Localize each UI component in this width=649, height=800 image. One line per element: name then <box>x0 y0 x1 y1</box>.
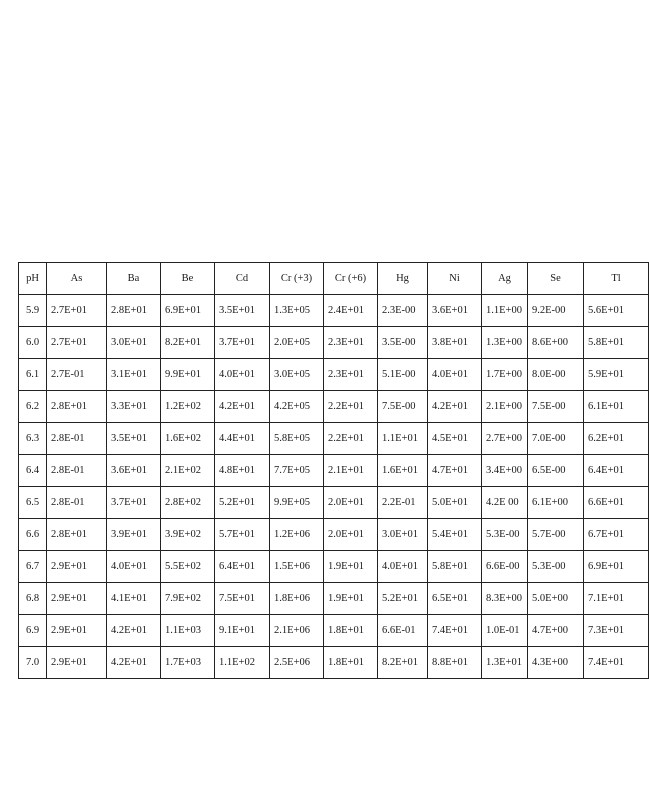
column-header: As <box>47 263 107 295</box>
ph-cell: 6.9 <box>19 615 47 647</box>
table-cell: 2.2E+01 <box>324 423 378 455</box>
table-cell: 1.7E+03 <box>161 647 215 679</box>
table-cell: 2.8E+01 <box>47 519 107 551</box>
table-cell: 5.3E-00 <box>528 551 584 583</box>
table-cell: 3.6E+01 <box>107 455 161 487</box>
table-cell: 4.0E+01 <box>215 359 270 391</box>
table-cell: 2.1E+00 <box>482 391 528 423</box>
table-row <box>19 519 649 551</box>
table-cell: 6.9E+01 <box>584 551 649 583</box>
table-cell: 4.7E+00 <box>528 615 584 647</box>
table-cell: 1.3E+01 <box>482 647 528 679</box>
table-cell: 9.9E+05 <box>270 487 324 519</box>
table-cell: 2.1E+02 <box>161 455 215 487</box>
table-cell: 4.2E+05 <box>270 391 324 423</box>
table-cell: 2.8E+02 <box>161 487 215 519</box>
table-cell: 8.6E+00 <box>528 327 584 359</box>
ph-cell: 6.8 <box>19 583 47 615</box>
table-row <box>19 423 649 455</box>
table-cell: 7.4E+01 <box>428 615 482 647</box>
ph-cell: 6.3 <box>19 423 47 455</box>
table-cell: 2.1E+06 <box>270 615 324 647</box>
table-cell: 8.3E+00 <box>482 583 528 615</box>
table-cell: 4.1E+01 <box>107 583 161 615</box>
ph-cell: 5.9 <box>19 295 47 327</box>
table-cell: 4.0E+01 <box>107 551 161 583</box>
table-cell: 1.6E+02 <box>161 423 215 455</box>
column-header: Tl <box>584 263 649 295</box>
table-cell: 6.2E+01 <box>584 423 649 455</box>
table-cell: 4.2E+01 <box>107 647 161 679</box>
table-cell: 2.3E+01 <box>324 359 378 391</box>
table-cell: 5.9E+01 <box>584 359 649 391</box>
table-cell: 1.1E+00 <box>482 295 528 327</box>
table-cell: 1.8E+01 <box>324 615 378 647</box>
table-cell: 2.1E+01 <box>324 455 378 487</box>
table-cell: 3.0E+01 <box>107 327 161 359</box>
table-row <box>19 615 649 647</box>
table-cell: 5.3E-00 <box>482 519 528 551</box>
table-cell: 4.0E+01 <box>378 551 428 583</box>
table-cell: 5.2E+01 <box>215 487 270 519</box>
table-cell: 2.9E+01 <box>47 647 107 679</box>
table-cell: 7.5E-00 <box>528 391 584 423</box>
column-header: Cr (+6) <box>324 263 378 295</box>
table-cell: 5.7E-00 <box>528 519 584 551</box>
table-cell: 6.7E+01 <box>584 519 649 551</box>
column-header: Cd <box>215 263 270 295</box>
table-cell: 8.2E+01 <box>378 647 428 679</box>
table-cell: 3.3E+01 <box>107 391 161 423</box>
column-header: Ni <box>428 263 482 295</box>
table-cell: 2.7E+01 <box>47 295 107 327</box>
column-header: Ag <box>482 263 528 295</box>
table-cell: 9.1E+01 <box>215 615 270 647</box>
table-cell: 6.6E-00 <box>482 551 528 583</box>
table-cell: 2.3E+01 <box>324 327 378 359</box>
table-cell: 3.7E+01 <box>107 487 161 519</box>
table-cell: 3.8E+01 <box>428 327 482 359</box>
table-cell: 4.8E+01 <box>215 455 270 487</box>
table-cell: 8.0E-00 <box>528 359 584 391</box>
table-cell: 4.2E+01 <box>428 391 482 423</box>
table-cell: 4.2E+01 <box>215 391 270 423</box>
table-cell: 2.2E+01 <box>324 391 378 423</box>
table-cell: 4.7E+01 <box>428 455 482 487</box>
table-cell: 1.0E-01 <box>482 615 528 647</box>
table-row <box>19 551 649 583</box>
table-cell: 7.9E+02 <box>161 583 215 615</box>
table-cell: 1.2E+02 <box>161 391 215 423</box>
table-cell: 7.0E-00 <box>528 423 584 455</box>
column-header: Hg <box>378 263 428 295</box>
table-cell: 4.0E+01 <box>428 359 482 391</box>
table-cell: 8.2E+01 <box>161 327 215 359</box>
table-cell: 2.9E+01 <box>47 583 107 615</box>
table-cell: 3.5E-00 <box>378 327 428 359</box>
table-cell: 5.8E+05 <box>270 423 324 455</box>
data-table-container <box>18 262 624 710</box>
table-cell: 5.0E+01 <box>428 487 482 519</box>
table-cell: 2.7E+00 <box>482 423 528 455</box>
table-cell: 2.0E+01 <box>324 487 378 519</box>
ph-cell: 6.5 <box>19 487 47 519</box>
table-cell: 2.5E+06 <box>270 647 324 679</box>
table-cell: 3.5E+01 <box>215 295 270 327</box>
ph-cell: 6.0 <box>19 327 47 359</box>
table-cell: 1.7E+00 <box>482 359 528 391</box>
table-cell: 9.2E-00 <box>528 295 584 327</box>
table-cell: 2.8E+01 <box>107 295 161 327</box>
column-header: Se <box>528 263 584 295</box>
table-cell: 7.3E+01 <box>584 615 649 647</box>
table-cell: 2.0E+05 <box>270 327 324 359</box>
table-cell: 6.1E+01 <box>584 391 649 423</box>
table-body <box>19 295 649 679</box>
table-cell: 2.0E+01 <box>324 519 378 551</box>
table-cell: 6.9E+01 <box>161 295 215 327</box>
table-cell: 2.3E-00 <box>378 295 428 327</box>
table-cell: 1.3E+05 <box>270 295 324 327</box>
table-cell: 5.2E+01 <box>378 583 428 615</box>
table-cell: 8.8E+01 <box>428 647 482 679</box>
table-cell: 3.0E+01 <box>378 519 428 551</box>
table-cell: 5.4E+01 <box>428 519 482 551</box>
table-cell: 5.5E+02 <box>161 551 215 583</box>
table-cell: 7.5E+01 <box>215 583 270 615</box>
table-cell: 5.0E+00 <box>528 583 584 615</box>
table-cell: 2.8E-01 <box>47 423 107 455</box>
table-cell: 7.1E+01 <box>584 583 649 615</box>
column-header: Ba <box>107 263 161 295</box>
table-cell: 6.6E+01 <box>584 487 649 519</box>
ph-cell: 6.1 <box>19 359 47 391</box>
table-cell: 2.8E+01 <box>47 391 107 423</box>
table-cell: 1.3E+00 <box>482 327 528 359</box>
table-cell: 2.8E-01 <box>47 455 107 487</box>
table-header-row <box>19 263 649 295</box>
table-row <box>19 359 649 391</box>
table-cell: 5.1E-00 <box>378 359 428 391</box>
table-cell: 9.9E+01 <box>161 359 215 391</box>
table-cell: 7.5E-00 <box>378 391 428 423</box>
table-cell: 3.4E+00 <box>482 455 528 487</box>
table-cell: 1.2E+06 <box>270 519 324 551</box>
table-cell: 5.6E+01 <box>584 295 649 327</box>
table-cell: 1.1E+01 <box>378 423 428 455</box>
table-cell: 3.0E+05 <box>270 359 324 391</box>
table-cell: 4.4E+01 <box>215 423 270 455</box>
ph-cell: 6.4 <box>19 455 47 487</box>
table-cell: 7.4E+01 <box>584 647 649 679</box>
table-cell: 1.1E+03 <box>161 615 215 647</box>
column-header: Be <box>161 263 215 295</box>
ph-cell: 6.2 <box>19 391 47 423</box>
table-row <box>19 583 649 615</box>
table-cell: 5.8E+01 <box>584 327 649 359</box>
table-cell: 4.2E 00 <box>482 487 528 519</box>
ph-cell: 6.7 <box>19 551 47 583</box>
table-cell: 3.7E+01 <box>215 327 270 359</box>
table-cell: 6.4E+01 <box>584 455 649 487</box>
table-cell: 1.8E+01 <box>324 647 378 679</box>
table-row <box>19 327 649 359</box>
table-cell: 7.7E+05 <box>270 455 324 487</box>
table-cell: 3.5E+01 <box>107 423 161 455</box>
ph-cell: 6.6 <box>19 519 47 551</box>
table-cell: 4.2E+01 <box>107 615 161 647</box>
table-cell: 2.8E-01 <box>47 487 107 519</box>
table-cell: 1.1E+02 <box>215 647 270 679</box>
column-header: Cr (+3) <box>270 263 324 295</box>
table-cell: 1.6E+01 <box>378 455 428 487</box>
table-cell: 4.3E+00 <box>528 647 584 679</box>
table-cell: 2.7E-01 <box>47 359 107 391</box>
table-cell: 2.4E+01 <box>324 295 378 327</box>
table-row <box>19 295 649 327</box>
table-cell: 1.9E+01 <box>324 583 378 615</box>
table-cell: 6.5E-00 <box>528 455 584 487</box>
table-cell: 2.7E+01 <box>47 327 107 359</box>
table-cell: 2.9E+01 <box>47 551 107 583</box>
table-row <box>19 391 649 423</box>
table-cell: 3.6E+01 <box>428 295 482 327</box>
metal-concentration-table <box>18 262 649 679</box>
table-cell: 1.9E+01 <box>324 551 378 583</box>
table-cell: 1.5E+06 <box>270 551 324 583</box>
table-cell: 3.9E+02 <box>161 519 215 551</box>
table-cell: 6.6E-01 <box>378 615 428 647</box>
column-header: pH <box>19 263 47 295</box>
table-row <box>19 647 649 679</box>
table-cell: 5.8E+01 <box>428 551 482 583</box>
table-row <box>19 455 649 487</box>
table-cell: 6.4E+01 <box>215 551 270 583</box>
table-cell: 2.2E-01 <box>378 487 428 519</box>
table-cell: 5.7E+01 <box>215 519 270 551</box>
table-cell: 1.8E+06 <box>270 583 324 615</box>
table-cell: 4.5E+01 <box>428 423 482 455</box>
table-row <box>19 487 649 519</box>
table-cell: 6.1E+00 <box>528 487 584 519</box>
ph-cell: 7.0 <box>19 647 47 679</box>
table-cell: 3.9E+01 <box>107 519 161 551</box>
table-cell: 3.1E+01 <box>107 359 161 391</box>
table-cell: 6.5E+01 <box>428 583 482 615</box>
table-cell: 2.9E+01 <box>47 615 107 647</box>
